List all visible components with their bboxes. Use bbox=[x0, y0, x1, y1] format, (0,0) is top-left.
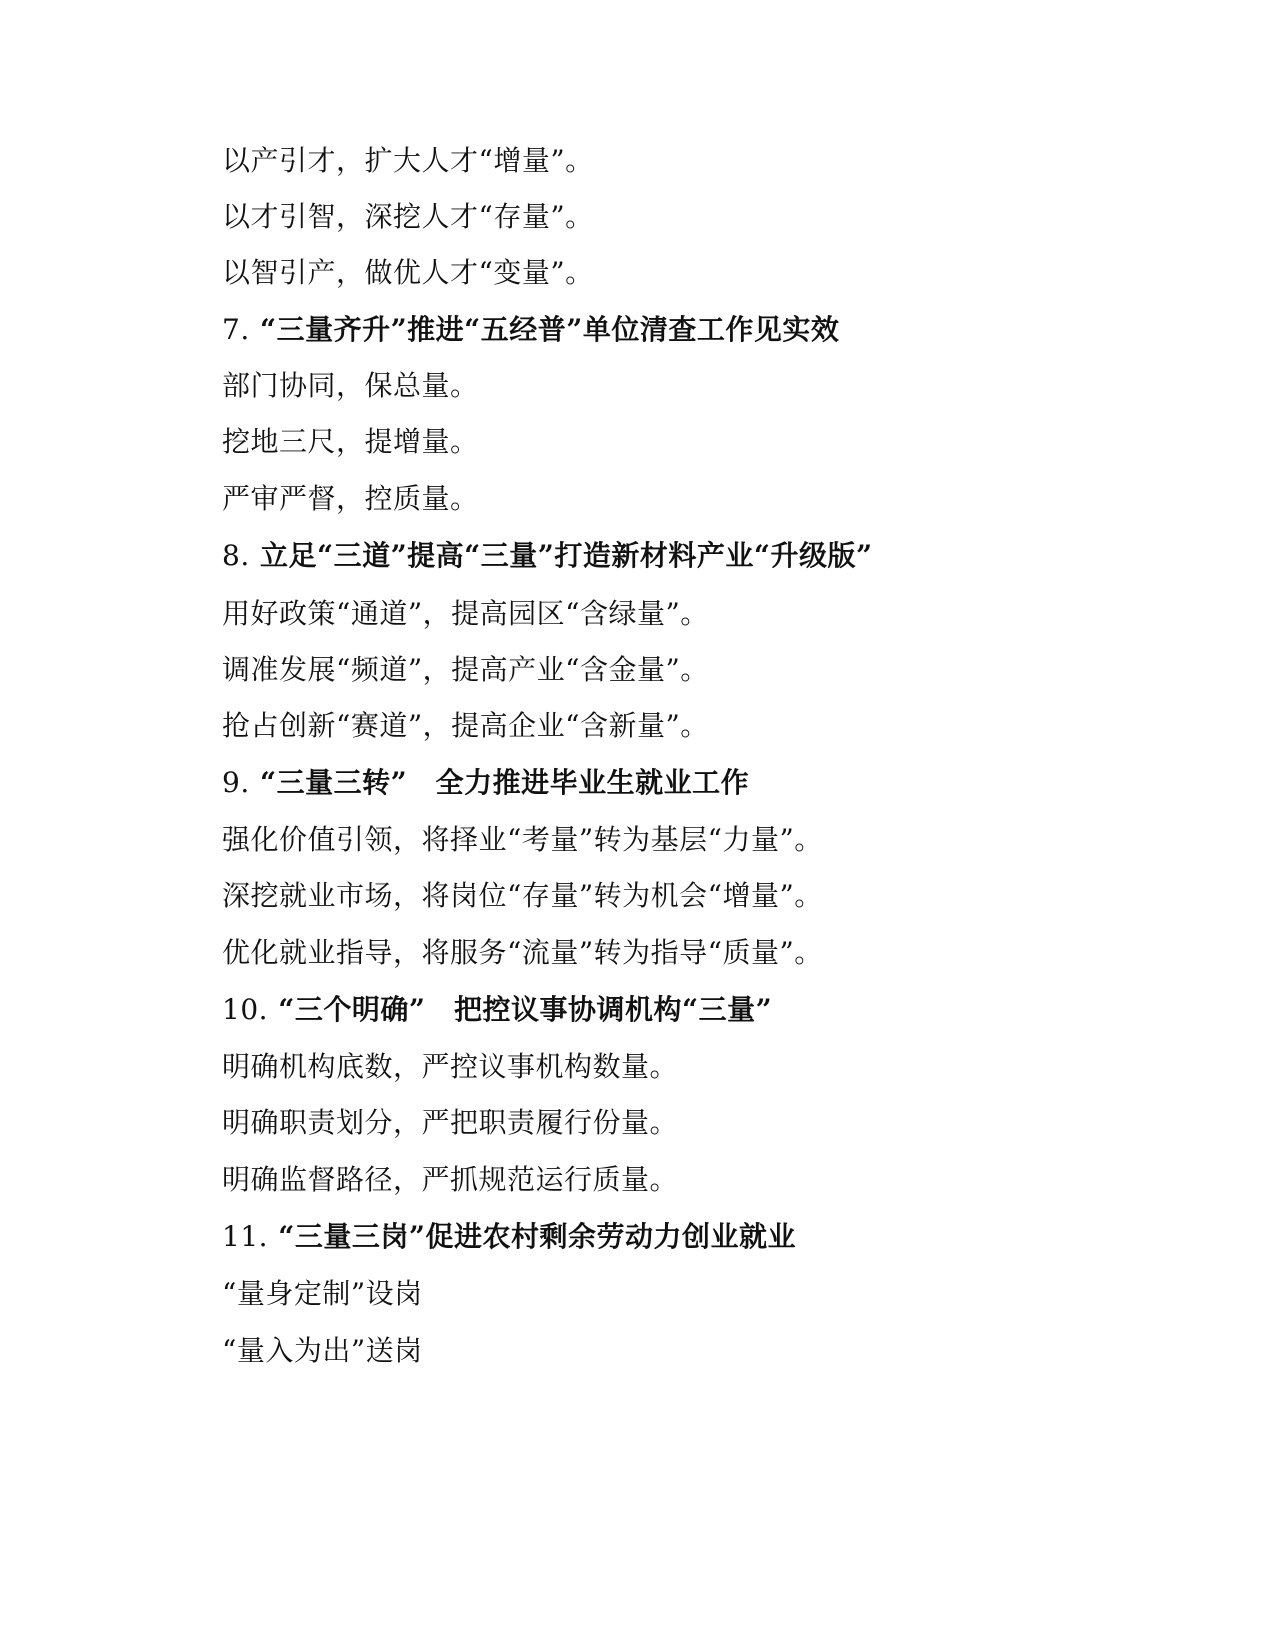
body-line: 深挖就业市场，将岗位“存量”转为机会“增量”。 bbox=[222, 879, 823, 912]
body-line: 强化价值引领，将择业“考量”转为基层“力量”。 bbox=[222, 823, 823, 856]
section-heading-9 bbox=[222, 765, 749, 801]
body-line: 以智引产，做优人才“变量”。 bbox=[222, 256, 594, 289]
section-number: 9. bbox=[222, 766, 250, 799]
body-line: 调准发展“频道”，提高产业“含金量”。 bbox=[222, 653, 709, 686]
section-title: “三量三转” 全力推进毕业生就业工作 bbox=[259, 766, 750, 799]
section-number: 10. bbox=[222, 993, 269, 1026]
section-number: 7. bbox=[222, 313, 250, 346]
body-line: 抢占创新“赛道”，提高企业“含新量”。 bbox=[222, 709, 709, 742]
body-line: “量入为出”送岗 bbox=[222, 1334, 423, 1367]
body-line: 明确职责划分，严把职责履行份量。 bbox=[222, 1106, 679, 1139]
section-number: 8. bbox=[222, 539, 250, 572]
body-line: 部门协同，保总量。 bbox=[222, 369, 479, 402]
body-line: 挖地三尺，提增量。 bbox=[222, 425, 479, 458]
section-heading-11 bbox=[222, 1219, 796, 1255]
body-line: 以才引智，深挖人才“存量”。 bbox=[222, 200, 594, 233]
body-line: 明确机构底数，严控议事机构数量。 bbox=[222, 1050, 679, 1083]
body-line: 优化就业指导，将服务“流量”转为指导“质量”。 bbox=[222, 936, 823, 969]
body-line: 以产引才，扩大人才“增量”。 bbox=[222, 144, 594, 177]
section-number: 11. bbox=[222, 1220, 269, 1253]
section-title: “三量三岗”促进农村剩余劳动力创业就业 bbox=[278, 1220, 796, 1253]
section-title: “三量齐升”推进“五经普”单位清查工作见实效 bbox=[259, 313, 840, 346]
section-heading-8 bbox=[222, 538, 873, 574]
body-line: 明确监督路径，严抓规范运行质量。 bbox=[222, 1163, 679, 1196]
body-line: 用好政策“通道”，提高园区“含绿量”。 bbox=[222, 597, 709, 630]
section-heading-7 bbox=[222, 312, 839, 348]
section-heading-10 bbox=[222, 992, 772, 1028]
body-line: “量身定制”设岗 bbox=[222, 1277, 423, 1310]
section-title: “三个明确” 把控议事协调机构“三量” bbox=[278, 993, 773, 1026]
body-line: 严审严督，控质量。 bbox=[222, 482, 479, 515]
section-title: 立足“三道”提高“三量”打造新材料产业“升级版” bbox=[259, 539, 873, 572]
